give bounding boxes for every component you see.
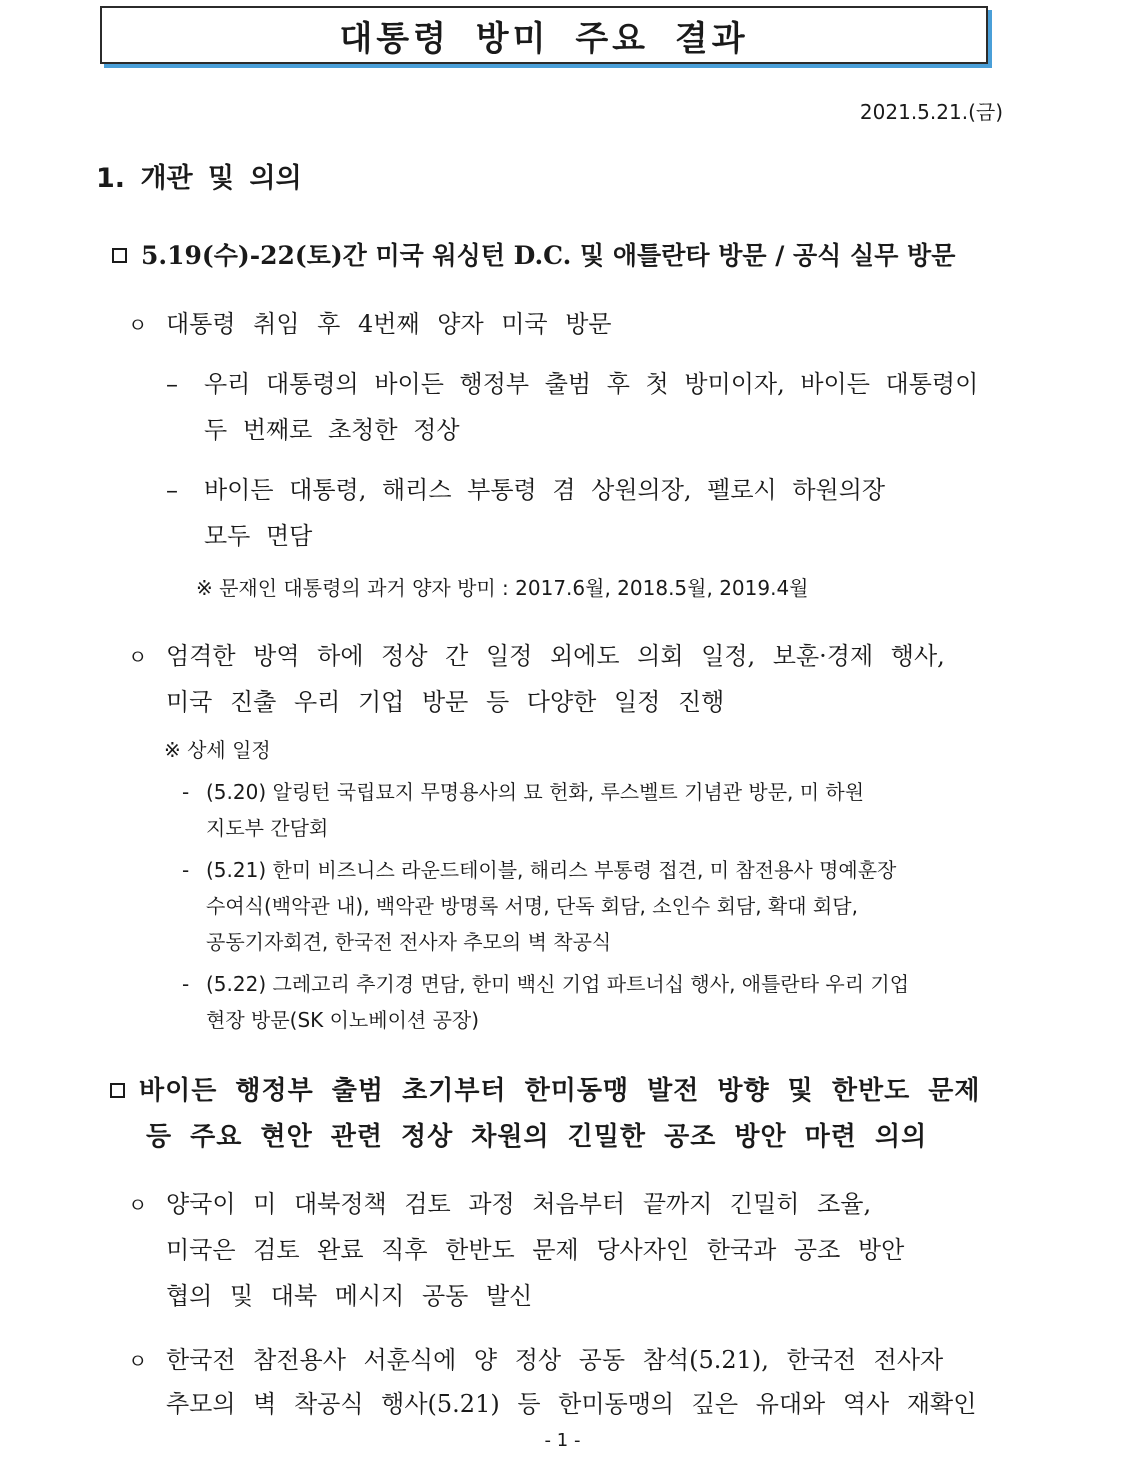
dash-bullet-icon: –	[166, 476, 178, 504]
schedule-item-0520: - (5.20) 알링턴 국립묘지 무명용사의 묘 헌화, 루스벨트 기념관 방문, 미 하원	[182, 780, 865, 804]
schedule-item-0522: - (5.22) 그레고리 추기경 면담, 한미 백신 기업 파트너십 행사, 애틀란타 우리 기업	[182, 972, 910, 996]
checkbox-square-icon	[110, 1083, 125, 1098]
bullet-1-dash-2: – 바이든 대통령, 해리스 부통령 겸 상원의장, 펠로시 하원의장	[166, 476, 886, 504]
schedule-item-0520-cont: 지도부 간담회	[206, 816, 329, 840]
bullet-1-dash-1-cont: 두 번째로 초청한 정상	[204, 416, 460, 444]
schedule-item-0522-cont: 현장 방문(SK 이노베이션 공장)	[206, 1008, 480, 1032]
schedule-item-0521: - (5.21) 한미 비즈니스 라운드테이블, 해리스 부통령 접견, 미 참전용사 명예훈장	[182, 858, 897, 882]
bullet-4-cont: 추모의 벽 착공식 행사(5.21) 등 한미동맹의 깊은 유대와 역사 재확인	[166, 1390, 977, 1418]
circle-bullet-icon: ㅇ	[128, 313, 148, 337]
document-title: 대통령 방미 주요 결과	[339, 18, 749, 59]
section-title: 1. 개관 및 의의	[96, 163, 302, 194]
schedule-item-0521-cont-1: 수여식(백악관 내), 백악관 방명록 서명, 단독 회담, 소인수 회담, 확대 회담,	[206, 894, 858, 918]
checkbox-square-icon	[112, 248, 127, 263]
small-dash-icon: -	[182, 780, 190, 804]
bullet-3-cont-2: 협의 및 대북 메시지 공동 발신	[166, 1282, 533, 1310]
heading-2-cont: 등 주요 현안 관련 정상 차원의 긴밀한 공조 방안 마련 의의	[146, 1122, 928, 1152]
document-date: 2021.5.21.(금)	[859, 100, 1003, 124]
bullet-3-cont-1: 미국은 검토 완료 직후 한반도 문제 당사자인 한국과 공조 방안	[166, 1236, 905, 1264]
bullet-1-dash-1: – 우리 대통령의 바이든 행정부 출범 후 첫 방미이자, 바이든 대통령이	[166, 370, 979, 398]
bullet-2-cont: 미국 진출 우리 기업 방문 등 다양한 일정 진행	[166, 688, 725, 716]
circle-bullet-icon: ㅇ	[128, 1193, 148, 1217]
bullet-1: ㅇ 대통령 취임 후 4번째 양자 미국 방문	[128, 310, 612, 338]
dash-bullet-icon: –	[166, 370, 178, 398]
circle-bullet-icon: ㅇ	[128, 1349, 148, 1373]
small-dash-icon: -	[182, 972, 190, 996]
heading-1: 5.19(수)-22(토)간 미국 워싱턴 D.C. 및 애틀란타 방문 / 공식 실무 방문	[112, 236, 955, 272]
bullet-2: ㅇ 엄격한 방역 하에 정상 간 일정 외에도 의회 일정, 보훈·경제 행사,	[128, 642, 945, 670]
heading-2: 바이든 행정부 출범 초기부터 한미동맹 발전 방향 및 한반도 문제	[110, 1070, 980, 1107]
note-past-visits: ※ 문재인 대통령의 과거 양자 방미 : 2017.6월, 2018.5월, 2019.4월	[196, 576, 809, 600]
small-dash-icon: -	[182, 858, 190, 882]
schedule-item-0521-cont-2: 공동기자회견, 한국전 전사자 추모의 벽 착공식	[206, 930, 612, 954]
note-detail-schedule: ※ 상세 일정	[164, 738, 271, 762]
title-box	[100, 6, 988, 64]
bullet-1-dash-2-cont: 모두 면담	[204, 522, 313, 550]
page-number: - 1 -	[544, 1430, 581, 1451]
bullet-4: ㅇ 한국전 참전용사 서훈식에 양 정상 공동 참석(5.21), 한국전 전사자	[128, 1346, 944, 1374]
bullet-3: ㅇ 양국이 미 대북정책 검토 과정 처음부터 끝까지 긴밀히 조율,	[128, 1190, 872, 1218]
circle-bullet-icon: ㅇ	[128, 645, 148, 669]
